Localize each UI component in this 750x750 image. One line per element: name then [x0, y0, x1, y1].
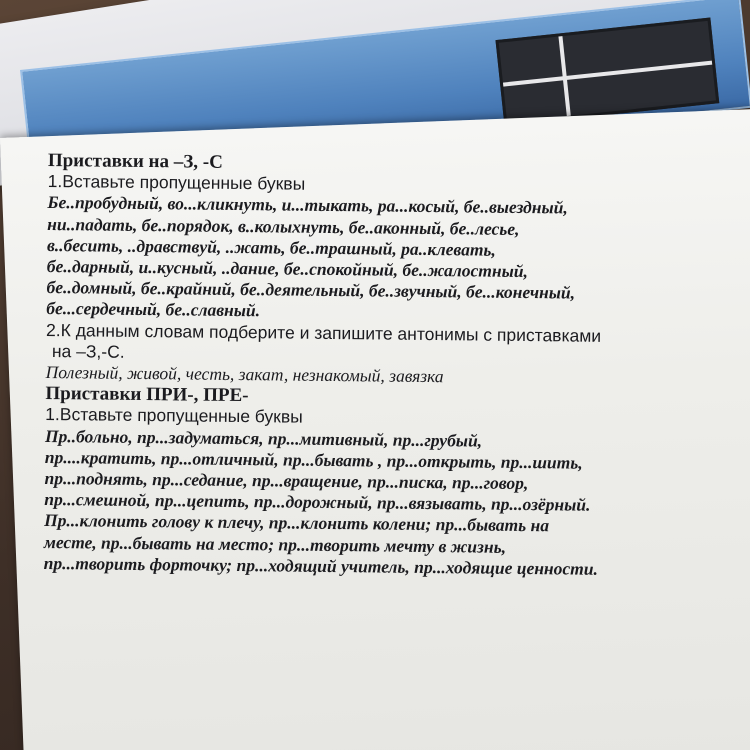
worksheet-text — [44, 150, 748, 581]
section1-task2-words: Полезный, живой, честь, закат, незнакомый, завязка — [45, 362, 444, 387]
section1-task2-title: 2.К данным словам подберите и запишите антонимы с приставками — [46, 319, 602, 346]
section2-task1-line: пр...поднять, пр...седание, пр...вращение, пр...писка, пр...говор, — [44, 468, 529, 494]
section2-task1-line: пр...смешной, пр...цепить, пр...дорожный, пр...вязывать, пр...озёрный. — [44, 489, 591, 515]
section2-task1-line: месте, пр...бывать на место; пр...творить мечту в жизнь, — [43, 531, 507, 557]
section1-task1-line: бе...сердечный, бе..славный. — [46, 298, 261, 321]
section1-task2-title: на –З,-С. — [51, 340, 125, 362]
section2-title: Приставки ПРИ-, ПРЕ- — [45, 383, 249, 407]
section1-task1-title: 1.Вставьте пропущенные буквы — [47, 171, 306, 194]
section1-title: Приставки на –З, -С — [47, 150, 223, 173]
section1-task1-line: в..бесить, ..дравствуй, ..жать, бе..трашный, ра..клевать, — [46, 234, 496, 260]
folder-dark-panel — [495, 18, 719, 126]
section1-task1-line: бе..дарный, и..кусный, ..дание, бе..спокойный, бе..жалостный, — [46, 256, 529, 282]
section2-task1-line: пр...творить форточку; пр...ходящий учитель, пр...ходящие ценности. — [43, 552, 599, 579]
section2-task1-title: 1.Вставьте пропущенные буквы — [45, 404, 303, 428]
section1-task1-line: Бе..пробудный, во...кликнуть, и...тыкать, ра...косый, бе..выездный, — [47, 192, 568, 218]
section1-task1-line: бе..домный, бе..крайний, бе..деятельный, бе..звучный, бе...конечный, — [46, 277, 576, 303]
section2-task1-line: Пр..больно, пр...задуматься, пр...митивный, пр...грубый, — [44, 425, 483, 451]
section2-task1-line: пр....кратить, пр...отличный, пр...бывать , пр...открыть, пр...шить, — [44, 446, 583, 473]
section2-task1-line: Пр...клонить голову к плечу, пр...клонить колени; пр...бывать на — [44, 510, 550, 536]
section1-task1-line: ни..падать, бе..порядок, в..колыхнуть, бе..аконный, бе..лесье, — [47, 213, 520, 239]
